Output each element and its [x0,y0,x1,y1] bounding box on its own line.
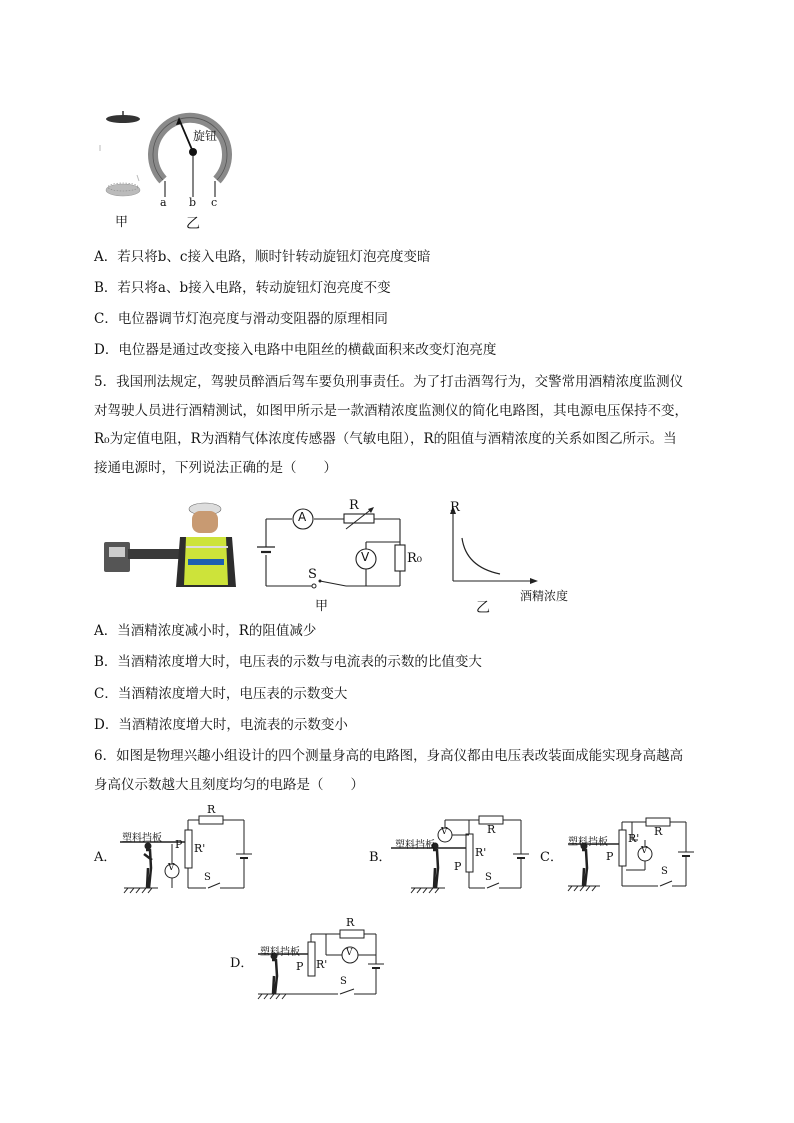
terminal-b-label: b [189,196,197,209]
plate-label: 塑料挡板 [568,837,608,848]
option-a-label: A． [94,850,117,865]
q5-option-b: B．当酒精浓度增大时，电压表的示数与电流表的示数的比值变大 [94,654,482,670]
terminal-a-label: a [160,196,167,209]
v-label: V [441,827,448,837]
plate-label: 塑料挡板 [122,833,162,844]
slide-resistor-icon [619,830,626,866]
q5-line-1: 5．我国刑法规定，驾驶员醉酒后驾车要负刑事责任。为了打击酒驾行为，交警常用酒精浓度监测仪 [94,374,684,390]
q5-stem [94,368,700,482]
switch-contact-icon [312,584,316,588]
lamp-base-icon [106,184,140,196]
police-officer-icon [104,503,236,587]
p-label: P [175,838,183,851]
s-label: S [485,872,492,883]
q5-figure [100,497,580,615]
q6-circuit-b [369,810,539,900]
circuit-jia-label: 甲 [315,599,329,614]
label-yi: 乙 [186,216,200,232]
v-label: V [346,948,353,958]
switch-label: S [308,567,317,582]
q6-line-2: 身高仪示数越大且刻度均匀的电路是（ ） [94,776,364,793]
q6-circuit-a [94,803,269,900]
slide-resistor-icon [185,830,192,868]
person-icon [144,850,152,888]
fixed-resistor-label: R₀ [407,551,422,566]
q4-option-c: C．电位器调节灯泡亮度与滑动变阻器的原理相同 [94,311,388,327]
p-label: P [454,860,462,873]
resistance-curve [462,538,500,574]
rprime-label: R' [316,958,328,971]
r-label: R [207,803,216,816]
graph-xlabel: 酒精浓度 [520,589,569,603]
q6-line-1: 6．如图是物理兴趣小组设计的四个测量身高的电路图，身高仪都由电压表改装面成能实现身高越高 [94,748,684,764]
resistor-icon [199,816,223,824]
option-c-label: C． [540,850,563,865]
q6-circuit-d [230,918,390,1003]
v-label: V [641,846,648,856]
voltmeter-label: V [361,550,370,564]
q5-line-3: R₀为定值电阻，R为酒精气体浓度传感器（气敏电阻），R的阻值与酒精浓度的关系如图乙所示。当 [94,431,677,447]
option-b-label: B． [369,850,392,865]
person-icon [433,850,438,888]
r-label: R [346,916,355,929]
plate-label: 塑料挡板 [260,947,300,958]
q6-circuit-c [540,810,700,900]
q5-option-a: A．当酒精浓度减小时，R的阻值减少 [94,623,317,639]
ammeter-label: A [298,510,307,524]
q5-option-c: C．当酒精浓度增大时，电压表的示数变大 [94,686,348,702]
s-label: S [204,872,211,883]
option-d-label: D． [230,956,254,971]
q4-figure [95,105,240,233]
fixed-resistor-icon [395,545,405,571]
slide-resistor-icon [308,942,315,976]
knob-label: 旋钮 [193,129,218,143]
q4-option-d: D．电位器是通过改变接入电路中电阻丝的横截面积来改变灯泡亮度 [94,342,497,358]
q5-line-2: 对驾驶人员进行酒精测试，如图甲所示是一款酒精浓度监测仪的简化电路图，其电源电压保持不变， [94,402,688,419]
person-icon [582,850,587,886]
p-label: P [296,960,304,973]
resistor-icon [340,930,364,938]
r-label: R [654,825,663,838]
graph-yi-label: 乙 [476,600,490,616]
rprime-label: R' [194,842,206,855]
sensor-resistor-label: R [349,498,359,513]
rprime-label: R' [475,846,487,859]
label-jia: 甲 [115,215,129,230]
r-label: R [487,823,496,836]
person-icon [272,960,277,994]
q5-diagrams [100,497,580,615]
resistance-graph [453,511,533,581]
plate-label: 塑料挡板 [395,840,435,851]
v-label: V [168,863,175,873]
p-label: P [606,850,614,863]
graph-ylabel: R [450,500,460,515]
alcohol-circuit [266,519,400,586]
q5-line-4: 接通电源时，下列说法正确的是（ ） [94,459,337,476]
q4-option-a: A．若只将b、c接入电路，顺时针转动旋钮灯泡亮度变暗 [94,249,431,265]
s-label: S [340,976,347,987]
q5-option-d: D．当酒精浓度增大时，电流表的示数变小 [94,717,348,733]
s-label: S [661,866,668,877]
slide-resistor-icon [466,834,473,872]
q6-stem [94,742,700,799]
terminal-c-label: c [211,196,218,209]
rprime-label: R' [628,832,640,845]
q4-option-b: B．若只将a、b接入电路，转动旋钮灯泡亮度不变 [94,280,391,296]
